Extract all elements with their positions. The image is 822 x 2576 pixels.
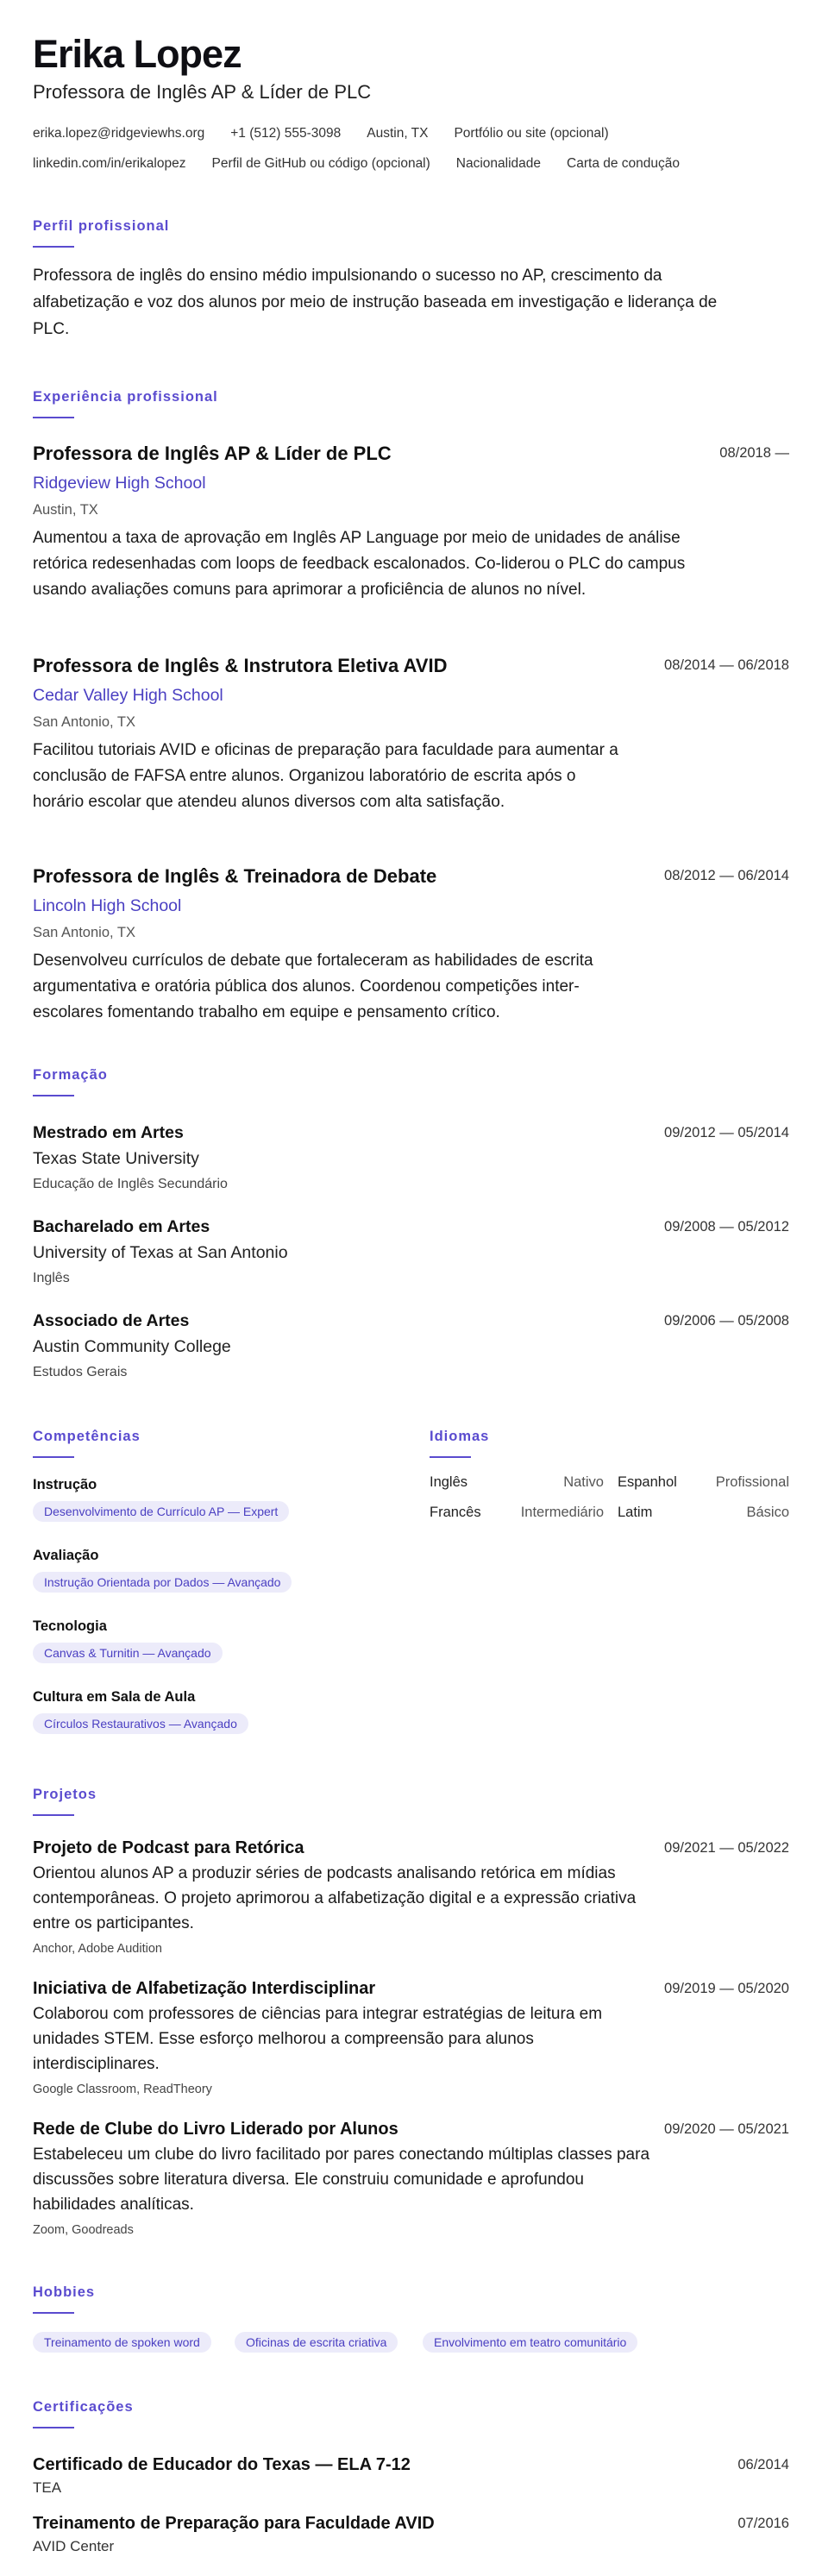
hobbies-section-title: Hobbies xyxy=(33,2284,96,2300)
languages-section-rule xyxy=(430,1456,471,1458)
project-tech: Anchor, Adobe Audition xyxy=(33,1942,162,1956)
contact-phone[interactable]: +1 (512) 555-3098 xyxy=(230,126,342,141)
education-dates: 09/2012 — 05/2014 xyxy=(664,1125,789,1140)
experience-section-title: Experiência profissional xyxy=(33,389,218,405)
contact-location: Austin, TX xyxy=(367,126,429,141)
job-role: Professora de Inglês AP & Líder de PLC xyxy=(33,443,392,464)
certification-name: Treinamento de Preparação para Faculdade AVID xyxy=(33,2514,435,2533)
job-location: Austin, TX xyxy=(33,502,98,518)
education-section-rule xyxy=(33,1095,74,1096)
job-company: Ridgeview High School xyxy=(33,474,206,493)
contact-github[interactable]: Perfil de GitHub ou código (opcional) xyxy=(211,156,430,171)
job-company: Cedar Valley High School xyxy=(33,686,223,705)
certification-issuer: TEA xyxy=(33,2479,62,2496)
contact-linkedin[interactable]: linkedin.com/in/erikalopez xyxy=(33,156,186,171)
skill-category: Instrução xyxy=(33,1477,97,1492)
job-role: Professora de Inglês & Treinadora de Debate xyxy=(33,865,437,887)
project-dates: 09/2021 — 05/2022 xyxy=(664,1840,789,1856)
language-level: Intermediário xyxy=(520,1505,604,1520)
job-location: San Antonio, TX xyxy=(33,714,135,730)
profile-summary: Professora de inglês do ensino médio impulsionando o sucesso no AP, crescimento da alfabetização e voz dos alunos por meio de instrução baseada em investigação e liderança de PLC. xyxy=(33,267,718,338)
education-field: Estudos Gerais xyxy=(33,1365,128,1379)
education-degree: Mestrado em Artes xyxy=(33,1123,184,1142)
education-dates: 09/2006 — 05/2008 xyxy=(664,1313,789,1329)
language-name: Inglês xyxy=(430,1474,468,1490)
job-description: Aumentou a taxa de aprovação em Inglês AP Language por meio de unidades de análise retórica redesenhadas com loops de feedback escalonados. Co-liderou o PLC do campus usando avaliações comuns para aprimorar a proficiência de alunos no nível. xyxy=(33,529,686,599)
hobby-chip: Envolvimento em teatro comunitário xyxy=(423,2332,637,2353)
education-field: Inglês xyxy=(33,1271,70,1285)
hobbies-section-rule xyxy=(33,2312,74,2314)
candidate-name: Erika Lopez xyxy=(33,32,242,76)
job-dates: 08/2018 — xyxy=(719,445,789,461)
certification-date: 07/2016 xyxy=(737,2516,789,2531)
project-description: Orientou alunos AP a produzir séries de podcasts analisando retórica em mídias contemporâneas. O projeto aprimorou a alfabetização digital e a expressão criativa entre os participantes. xyxy=(33,1864,637,1932)
contact-row-primary xyxy=(33,126,609,141)
language-level: Básico xyxy=(746,1505,789,1520)
skill-category: Cultura em Sala de Aula xyxy=(33,1689,196,1705)
project-dates: 09/2020 — 05/2021 xyxy=(664,2121,789,2137)
job-company: Lincoln High School xyxy=(33,896,182,915)
job-description: Facilitou tutoriais AVID e oficinas de preparação para faculdade para aumentar a conclusão de FAFSA entre alunos. Organizou laboratório de escrita após o horário escolar que atendeu alunos diversos com alta satisfação. xyxy=(33,741,618,811)
job-dates: 08/2014 — 06/2018 xyxy=(664,657,789,673)
job-role: Professora de Inglês & Instrutora Eletiva AVID xyxy=(33,655,448,676)
certification-date: 06/2014 xyxy=(737,2457,789,2472)
certification-name: Certificado de Educador do Texas — ELA 7-12 xyxy=(33,2455,411,2474)
skill-chip: Canvas & Turnitin — Avançado xyxy=(33,1643,223,1663)
experience-section-rule xyxy=(33,417,74,418)
skill-chip: Círculos Restaurativos — Avançado xyxy=(33,1713,248,1734)
project-name: Projeto de Podcast para Retórica xyxy=(33,1838,304,1857)
education-section-title: Formação xyxy=(33,1067,108,1083)
skills-section-rule xyxy=(33,1456,74,1458)
contact-portfolio[interactable]: Portfólio ou site (opcional) xyxy=(454,126,609,141)
job-description: Desenvolveu currículos de debate que fortaleceram as habilidades de escrita argumentativa e oratória pública dos alunos. Coordenou competições inter-escolares fomentando trabalho em equipe e pensamento crítico. xyxy=(33,952,593,1021)
contact-nationality: Nacionalidade xyxy=(455,156,542,171)
project-tech: Google Classroom, ReadTheory xyxy=(33,2083,212,2096)
profile-section-title: Perfil profissional xyxy=(33,218,170,234)
language-name: Espanhol xyxy=(618,1474,677,1490)
language-level: Nativo xyxy=(563,1474,604,1490)
education-school: Austin Community College xyxy=(33,1337,231,1356)
certifications-section-title: Certificações xyxy=(33,2399,134,2415)
language-name: Francês xyxy=(430,1505,481,1520)
skill-category: Tecnologia xyxy=(33,1618,107,1634)
skill-category: Avaliação xyxy=(33,1548,99,1563)
project-description: Estabeleceu um clube do livro facilitado por pares conectando múltiplas classes para discussões sobre literatura diversa. Ele construiu comunidade e aprofundou habilidades analíticas. xyxy=(33,2146,650,2214)
project-name: Iniciativa de Alfabetização Interdisciplinar xyxy=(33,1979,376,1998)
languages-section-title: Idiomas xyxy=(430,1429,490,1444)
education-school: Texas State University xyxy=(33,1149,199,1168)
job-location: San Antonio, TX xyxy=(33,925,135,940)
candidate-headline: Professora de Inglês AP & Líder de PLC xyxy=(33,81,372,103)
education-degree: Bacharelado em Artes xyxy=(33,1217,210,1236)
job-dates: 08/2012 — 06/2014 xyxy=(664,868,789,883)
skills-section-title: Competências xyxy=(33,1429,141,1444)
contact-driving-license: Carta de condução xyxy=(567,156,681,171)
project-description: Colaborou com professores de ciências para integrar estratégias de leitura em unidades STEM. Esse esforço melhorou a compreensão para alunos interdisciplinares. xyxy=(33,2005,603,2073)
projects-section-rule xyxy=(33,1814,74,1816)
project-tech: Zoom, Goodreads xyxy=(33,2223,134,2237)
skill-chip: Desenvolvimento de Currículo AP — Expert xyxy=(33,1501,289,1522)
contact-email[interactable]: erika.lopez@ridgeviewhs.org xyxy=(33,126,205,141)
education-field: Educação de Inglês Secundário xyxy=(33,1177,228,1191)
contact-row-secondary xyxy=(33,156,680,172)
education-school: University of Texas at San Antonio xyxy=(33,1243,288,1262)
certifications-section-rule xyxy=(33,2427,74,2428)
education-degree: Associado de Artes xyxy=(33,1311,190,1330)
language-level: Profissional xyxy=(715,1474,789,1490)
hobby-chip: Oficinas de escrita criativa xyxy=(235,2332,398,2353)
profile-section-rule xyxy=(33,246,74,248)
skill-chip: Instrução Orientada por Dados — Avançado xyxy=(33,1572,292,1593)
projects-section-title: Projetos xyxy=(33,1787,97,1802)
certification-issuer: AVID Center xyxy=(33,2538,115,2554)
language-name: Latim xyxy=(618,1505,653,1520)
hobby-chip: Treinamento de spoken word xyxy=(33,2332,211,2353)
project-name: Rede de Clube do Livro Liderado por Alunos xyxy=(33,2120,398,2139)
project-dates: 09/2019 — 05/2020 xyxy=(664,1981,789,1996)
education-dates: 09/2008 — 05/2012 xyxy=(664,1219,789,1235)
